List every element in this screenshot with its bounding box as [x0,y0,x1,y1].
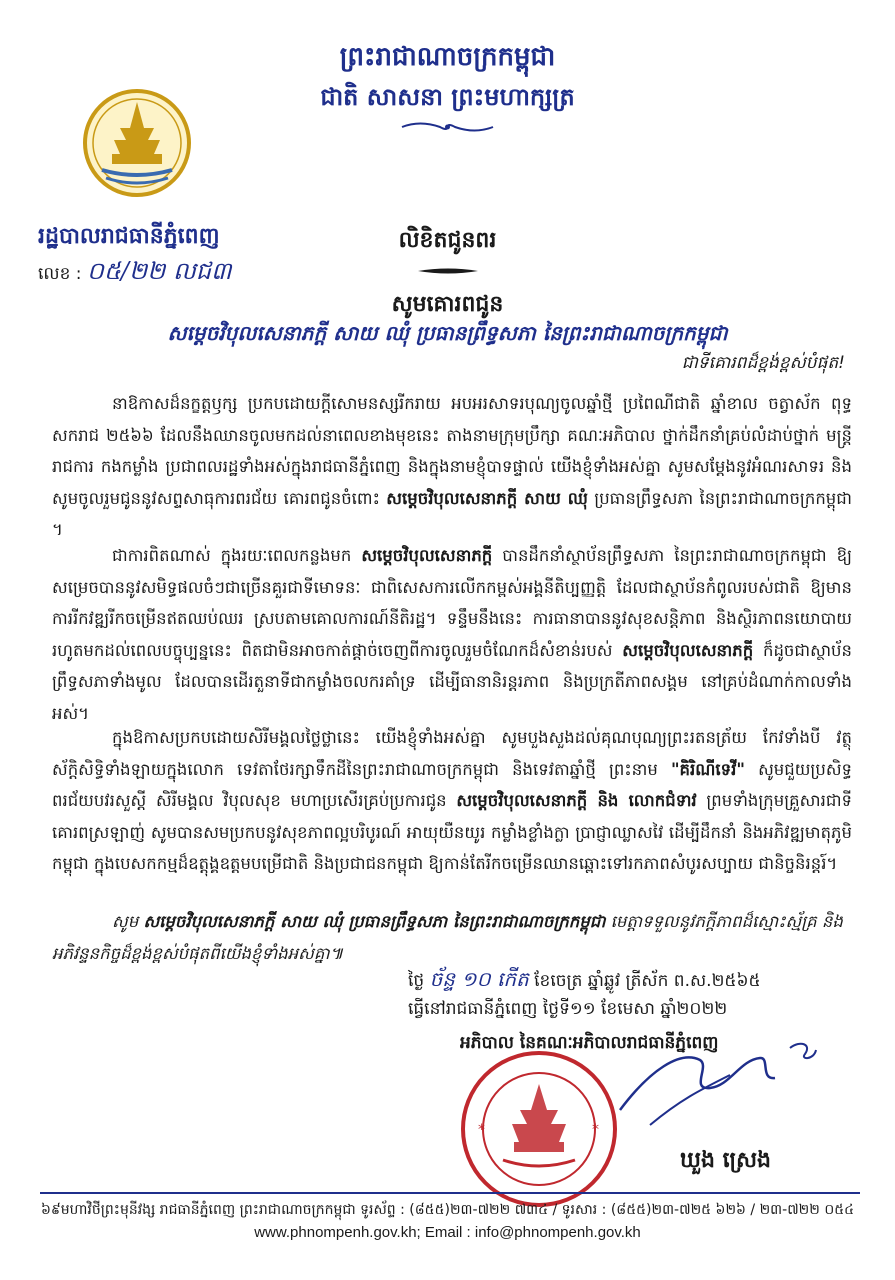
paragraph-2-end: ក៏ដូចជាស្ថាប័នព្រឹទ្ធសភាទាំងមូល ដែលបានដើរតួនាទីជាកម្លាំងចលករគាំទ្រ ដើម្បីធានានិរន្តរភាព និងប្រក្រតីភាពសង្គម នៅគ្រប់ដំណាក់កាលទាំងអស់។ [52,640,852,723]
reference-value: ០៥/២២ លជ៣ [86,257,232,285]
paragraph-3-end: ព្រមទាំងក្រុមគ្រួសារជាទីគោរពស្រឡាញ់ សូមបានសមប្រកបនូវសុខភាពល្អបរិបូរណ៍ អាយុយឺនយូរ កម្លាំងខ្លាំងក្លា ប្រាជ្ញាឈ្លាសវៃ ដើម្បីដឹកនាំ និងអភិវឌ្ឍមាតុភូមិកម្ពុជា ក្នុងបេសកកម្មដ៏ឧត្តុង្គឧត្តមបម្រើជាតិ និងប្រជាជនកម្ពុជា ឱ្យកាន់តែរីកចម្រើនឈានឆ្ពោះទៅរកភាពសំបូរសប្បាយ ជានិច្ចនិរន្តរ៍។ [52,791,853,873]
footer-divider [40,1192,860,1194]
lunar-date-rest: ខែចេត្រ ឆ្នាំឆ្លូវ ត្រីស័ក ព.ស.២៥៦៥ [534,971,761,991]
reference-number [38,256,232,291]
solar-date: ធ្វើនៅរាជធានីភ្នំពេញ ថ្ងៃទី១១ ខែមេសា ឆ្នាំ២០២២ [408,999,728,1019]
closing-paragraph [52,906,852,969]
recipient: សម្តេចវិបុលសេនាភក្តី សាយ ឈុំ ប្រធានព្រឹទ្ធសភា នៃព្រះរាជាណាចក្រកម្ពុជា [167,321,728,345]
closing-start: សូម [112,912,139,931]
paragraph-3-bold: សម្តេចវិបុលសេនាភក្តី និង លោកជំទាវ [456,791,697,810]
footer-address: ៦៩មហាវិថីព្រះមុនីវង្ស រាជធានីភ្នំពេញ ព្រះរាជាណាចក្រកម្ពុជា ទូរស័ព្ទ : (៨៥៥)២៣-៧២២ ៧៣៤ / ទូរសារ : (៨៥៥)២៣-៧២៥ ៦២៦ / ២៣-៧២២ ០៥៤ [40,1202,855,1218]
paragraph-3-name: "គិរិណីទេវី" [670,759,745,779]
closing-bold: សម្តេចវិបុលសេនាភក្តី សាយ ឈុំ ប្រធានព្រឹទ្ធសភា នៃព្រះរាជាណាចក្រកម្ពុជា [143,912,606,931]
closing-end: មេត្តាទទួលនូវភក្តីភាពដ៏ស្មោះស្ម័គ្រ និងអភិវន្ទនកិច្ចដ៏ខ្ពង់ខ្ពស់បំផុតពីយើងខ្ញុំទាំងអស់គ្នា៕ [52,912,843,963]
signatory-name: ឃួង ស្រេង [680,1148,772,1173]
footer-contact: www.phnompenh.gov.kh; Email : info@phnompenh.gov.kh [254,1224,641,1241]
city-hall-logo-icon [82,88,192,198]
reference-label: លេខ : [38,264,82,284]
svg-text:*: * [478,1122,485,1138]
paragraph-1 [52,388,852,546]
kingdom-heading: ព្រះរាជាណាចក្រកម្ពុជា [339,42,556,72]
paragraph-2-bold-2: សម្តេចវិបុលសេនាភក្តី [622,640,754,660]
handwritten-signature-icon [590,1030,820,1140]
greeting: សូមគោរពជូន [391,292,504,317]
ornament-divider-icon [400,120,495,134]
paragraph-3 [52,722,852,880]
letter-title: លិខិតជូនពរ [398,228,497,253]
paragraph-1-end: ប្រធានព្រឹទ្ធសភា នៃព្រះរាជាណាចក្រកម្ពុជា ។ [52,488,852,539]
national-motto: ជាតិ សាសនា ព្រះមហាក្សត្រ [320,83,575,111]
signatory-title: អភិបាល នៃគណៈអភិបាលរាជធានីភ្នំពេញ [460,1033,719,1053]
title-divider-icon [418,266,478,276]
paragraph-1-bold: សម្តេចវិបុលសេនាភក្តី សាយ ឈុំ [386,488,588,508]
lunar-date-handwritten: ច័ន្ទ ១០ កើត [429,967,529,991]
issuer-name: រដ្ឋបាលរាជធានីភ្នំពេញ [38,224,220,249]
lunar-date [408,966,761,996]
paragraph-2-start: ជាការពិតណាស់ ក្នុងរយៈពេលកន្លងមក [112,546,352,565]
paragraph-1-text: នាឱកាសដ៏នក្ខត្តឫក្ស ប្រកបដោយក្តីសោមនស្សរីករាយ អបអរសាទរបុណ្យចូលឆ្នាំថ្មី ប្រពៃណីជាតិ ឆ្នាំខាល ចត្វាស័ក ពុទ្ធសករាជ ២៥៦៦ ដែលនឹងឈានចូលមកដល់នាពេលខាងមុខនេះ តាងនាមក្រុមប្រឹក្សា គណៈអភិបាល ថ្នាក់ដឹកនាំគ្រប់លំដាប់ថ្នាក់ មន្ត្រីរាជការ កងកម្លាំង ប្រជាពលរដ្ឋទាំងអស់ក្នុងរាជធានីភ្នំពេញ និងក្នុងនាមខ្ញុំបាទផ្ទាល់ យើងខ្ញុំទាំងអស់គ្នា សូមសម្តែងនូវអំណរសាទរ និងសូមចូលរួមជូននូវសព្ទសាធុការពរជ័យ គោរពជូនចំពោះ [52,394,852,508]
lunar-date-prefix: ថ្ងៃ [408,971,425,991]
paragraph-2-bold-1: សម្តេចវិបុលសេនាភក្តី [361,546,493,565]
honorific: ជាទីគោរពដ៏ខ្ពង់ខ្ពស់បំផុត! [681,353,845,373]
paragraph-3-start: ក្នុងឱកាសប្រកបដោយសិរីមង្គលថ្លៃថ្លានេះ យើងខ្ញុំទាំងអស់គ្នា សូមបួងសួងដល់គុណបុណ្យព្រះរតនត្រ័យ កែវទាំងបី វត្ថុស័ក្តិសិទ្ធិទាំងឡាយក្នុងលោក ទេវតាថែរក្សាទឹកដីនៃព្រះរាជាណាចក្រកម្ពុជា និងទេវតាឆ្នាំថ្មី ព្រះនាម [52,728,852,779]
svg-text:*: * [592,1122,599,1138]
paragraph-2 [52,540,852,729]
paragraph-3-mid: សូមជួយប្រសិទ្ធពរជ័យបវរសួស្តី សិរីមង្គល វិបុលសុខ មហាប្រសើរគ្រប់ប្រការជូន [52,759,853,810]
paragraph-2-mid: បានដឹកនាំស្ថាប័នព្រឹទ្ធសភា នៃព្រះរាជាណាចក្រកម្ពុជា ឱ្យសម្រេចបាននូវសមិទ្ធផលចំៗជាច្រើនគួរជាទីមោទនៈ ជាពិសេសការលើកកម្ពស់អង្គនីតិប្បញ្ញត្តិ ដែលជាស្ថាប័នកំពូលរបស់ជាតិ ឱ្យមានការរីកវឌ្ឍរីកចម្រើនឥតឈប់ឈរ ស្របតាមគោលការណ៍នីតិរដ្ឋ។ ទន្ទឹមនឹងនេះ ការធានាបាននូវសុខសន្តិភាព និងស្ថិរភាពនយោបាយ រហូតមកដល់ពេលបច្ចុប្បន្ននេះ ពិតជាមិនអាចកាត់ផ្តាច់ចេញពីការចូលរួមចំណែកដ៏សំខាន់របស់ [52,546,852,660]
